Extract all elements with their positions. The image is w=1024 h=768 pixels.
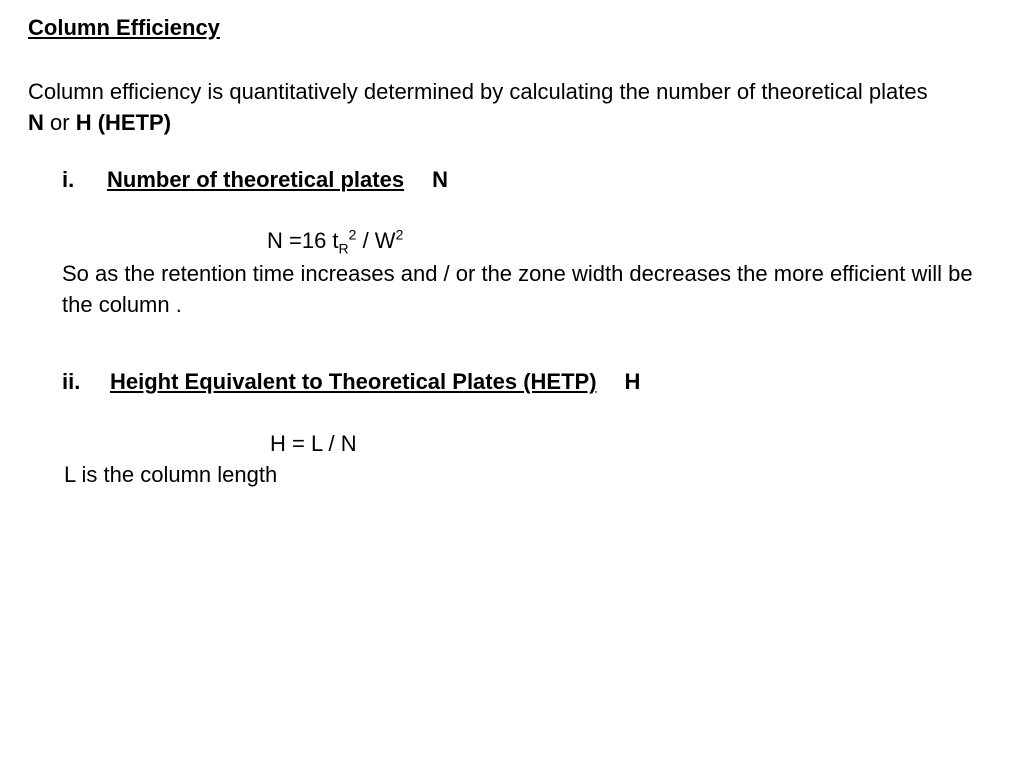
section1-heading-row: [62, 167, 448, 193]
plates-formula-mid: / W: [356, 228, 396, 253]
plates-formula: [267, 226, 404, 257]
section1-number: i.: [62, 167, 75, 192]
section2-number: ii.: [62, 369, 81, 394]
intro-text: Column efficiency is quantitatively determined by calculating the number of theoretical plates: [28, 79, 928, 104]
plates-formula-sub: R: [338, 240, 349, 257]
section2-heading-row: [62, 369, 640, 395]
intro-term-n: N: [28, 110, 44, 135]
section1-explanation: So as the retention time increases and / or the zone width decreases the more efficient will be the column .: [62, 261, 973, 317]
section1-symbol: N: [432, 167, 448, 192]
intro-term-h: H (HETP): [75, 110, 172, 135]
section2-heading: Height Equivalent to Theoretical Plates (HETP): [110, 369, 597, 394]
section2-symbol: H: [624, 369, 641, 394]
intro-paragraph: [28, 76, 928, 138]
page-title: Column Efficiency: [28, 15, 220, 40]
section2-note: L is the column length: [64, 462, 278, 487]
hetp-formula: H = L / N: [270, 431, 357, 456]
plates-formula-sup2: 2: [395, 226, 404, 243]
intro-connector: or: [43, 110, 76, 135]
plates-formula-lhs: N =16 t: [267, 228, 339, 253]
section1-heading: Number of theoretical plates: [107, 167, 405, 192]
plates-formula-sup1: 2: [348, 226, 357, 243]
